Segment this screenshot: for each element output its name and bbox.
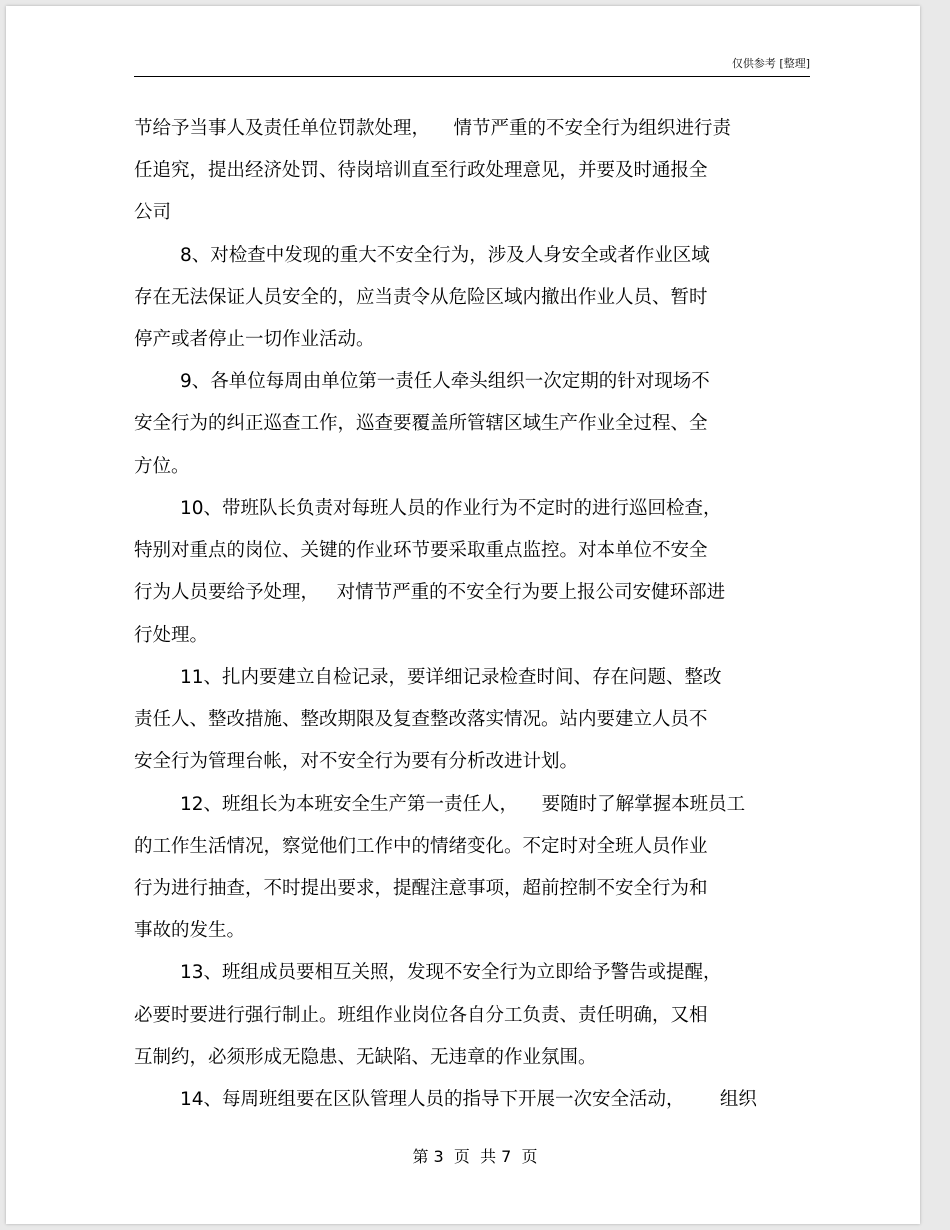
body-line: 行为进行抽查，不时提出要求，提醒注意事项，超前控制不安全行为和 (134, 878, 708, 899)
body-line: 事故的发生。 (134, 920, 246, 941)
page-header: 仅供参考 [整理] (134, 54, 810, 77)
body-line: 互制约，必须形成无隐患、无缺陷、无违章的作业氛围。 (134, 1047, 597, 1068)
body-line: 任追究，提出经济处罚、待岗培训直至行政处理意见，并要及时通报全 (134, 160, 708, 181)
body-line: 节给予当事人及责任单位罚款处理， 情节严重的不安全行为组织进行责 (134, 118, 732, 139)
body-line: 必要时要进行强行制止。班组作业岗位各自分工负责、责任明确，又相 (134, 1005, 708, 1026)
body-line: 行处理。 (134, 625, 209, 646)
body-line: 的工作生活情况，察觉他们工作中的情绪变化。不定时对全班人员作业 (134, 836, 708, 857)
body-line: 14、每周班组要在区队管理人员的指导下开展一次安全活动， 组织 (180, 1089, 757, 1110)
body-line: 9、各单位每周由单位第一责任人牵头组织一次定期的针对现场不 (180, 371, 710, 392)
body-line: 存在无法保证人员安全的，应当责令从危险区域内撤出作业人员、暂时 (134, 287, 708, 308)
body-line: 12、班组长为本班安全生产第一责任人， 要随时了解掌握本班员工 (180, 794, 746, 815)
document-page (6, 6, 920, 1224)
body-line: 8、对检查中发现的重大不安全行为，涉及人身安全或者作业区域 (180, 245, 710, 266)
body-line: 行为人员要给予处理， 对情节严重的不安全行为要上报公司安健环部进 (134, 582, 726, 603)
body-line: 责任人、整改措施、整改期限及复查整改落实情况。站内要建立人员不 (134, 709, 708, 730)
body-line: 安全行为的纠正巡查工作，巡查要覆盖所管辖区域生产作业全过程、全 (134, 413, 708, 434)
body-line: 13、班组成员要相互关照，发现不安全行为立即给予警告或提醒， (180, 962, 722, 983)
body-line: 安全行为管理台帐，对不安全行为要有分析改进计划。 (134, 751, 579, 772)
body-line: 11、扎内要建立自检记录，要详细记录检查时间、存在问题、整改 (180, 667, 722, 688)
body-line: 方位。 (134, 456, 190, 477)
body-line: 公司 (134, 202, 172, 223)
page-footer: 第 3 页 共 7 页 (412, 1147, 538, 1166)
body-line: 特别对重点的岗位、关键的作业环节要采取重点监控。对本单位不安全 (134, 540, 708, 561)
body-line: 停产或者停止一切作业活动。 (134, 329, 375, 350)
body-line: 10、带班队长负责对每班人员的作业行为不定时的进行巡回检查， (180, 498, 722, 519)
